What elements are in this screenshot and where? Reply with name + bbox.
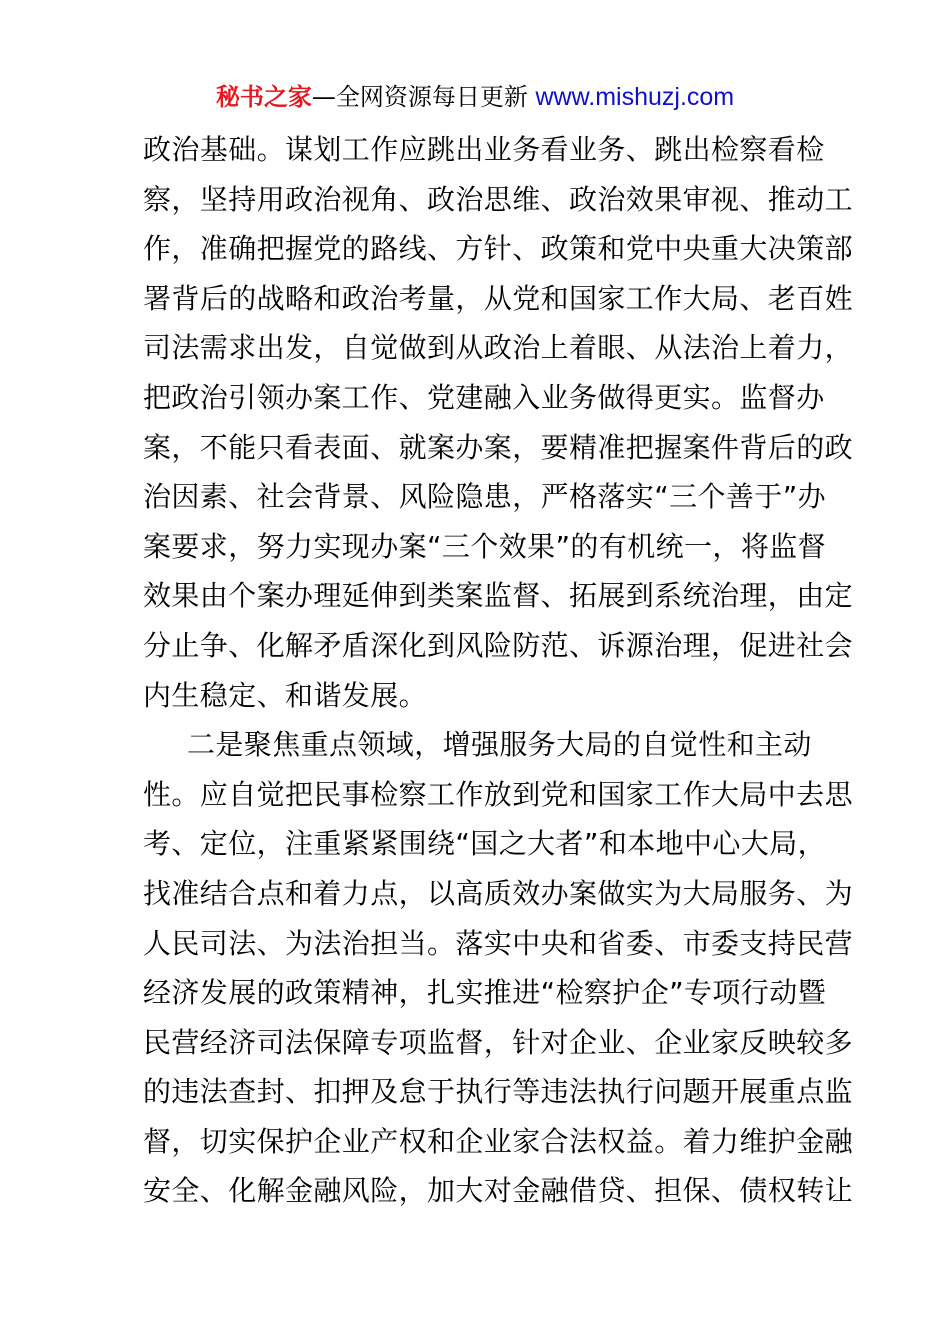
text-line: 安全、化解金融风险，加大对金融借贷、担保、债权转让 <box>143 1174 854 1208</box>
text-line: 政治基础。谋划工作应跳出业务看业务、跳出检察看检 <box>143 133 825 166</box>
text-line: 民营经济司法保障专项监督，针对企业、企业家反映较多 <box>143 1025 854 1059</box>
text-line: 的违法查封、扣押及怠于执行等违法执行问题开展重点监 <box>143 1075 854 1109</box>
text-line: 案，不能只看表面、就案办案，要精准把握案件背后的政 <box>143 430 854 464</box>
site-brand: 秘书之家 <box>215 83 312 111</box>
site-header <box>0 80 950 114</box>
text-line: 案要求，努力实现办案“三个效果”的有机统一，将监督 <box>143 529 827 563</box>
text-line: 效果由个案办理延伸到类案监督、拓展到系统治理，由定 <box>143 579 854 613</box>
text-line: 把政治引领办案工作、党建融入业务做得更实。监督办 <box>143 380 825 414</box>
text-line: 司法需求出发，自觉做到从政治上着眼、从法治上着力， <box>143 331 854 365</box>
text-line: 作，准确把握党的路线、方针、政策和党中央重大决策部 <box>143 232 854 266</box>
text-line: 经济发展的政策精神，扎实推进“检察护企”专项行动暨 <box>143 976 827 1010</box>
text-line: 考、定位，注重紧紧围绕“国之大者”和本地中心大局， <box>143 827 827 861</box>
text-line: 性。应自觉把民事检察工作放到党和国家工作大局中去思 <box>143 777 854 811</box>
text-line: 分止争、化解矛盾深化到风险防范、诉源治理，促进社会 <box>143 628 854 662</box>
text-line: 人民司法、为法治担当。落实中央和省委、市委支持民营 <box>143 926 854 960</box>
text-line: 内生稳定、和谐发展。 <box>143 678 428 712</box>
text-line: 找准结合点和着力点，以高质效办案做实为大局服务、为 <box>143 876 854 910</box>
text-line: 督，切实保护企业产权和企业家合法权益。着力维护金融 <box>143 1124 854 1158</box>
text-line: 治因素、社会背景、风险隐患，严格落实“三个善于”办 <box>143 480 827 514</box>
site-tagline: —全网资源每日更新 <box>311 83 536 111</box>
document-body <box>143 125 854 1216</box>
site-url-link[interactable]: www.mishuzj.com <box>535 83 735 111</box>
paragraph-start-line: 二是聚焦重点领域，增强服务大局的自觉性和主动 <box>187 728 812 762</box>
text-line: 署背后的战略和政治考量，从党和国家工作大局、老百姓 <box>143 281 854 315</box>
text-line: 察，坚持用政治视角、政治思维、政治效果审视、推动工 <box>143 182 854 216</box>
